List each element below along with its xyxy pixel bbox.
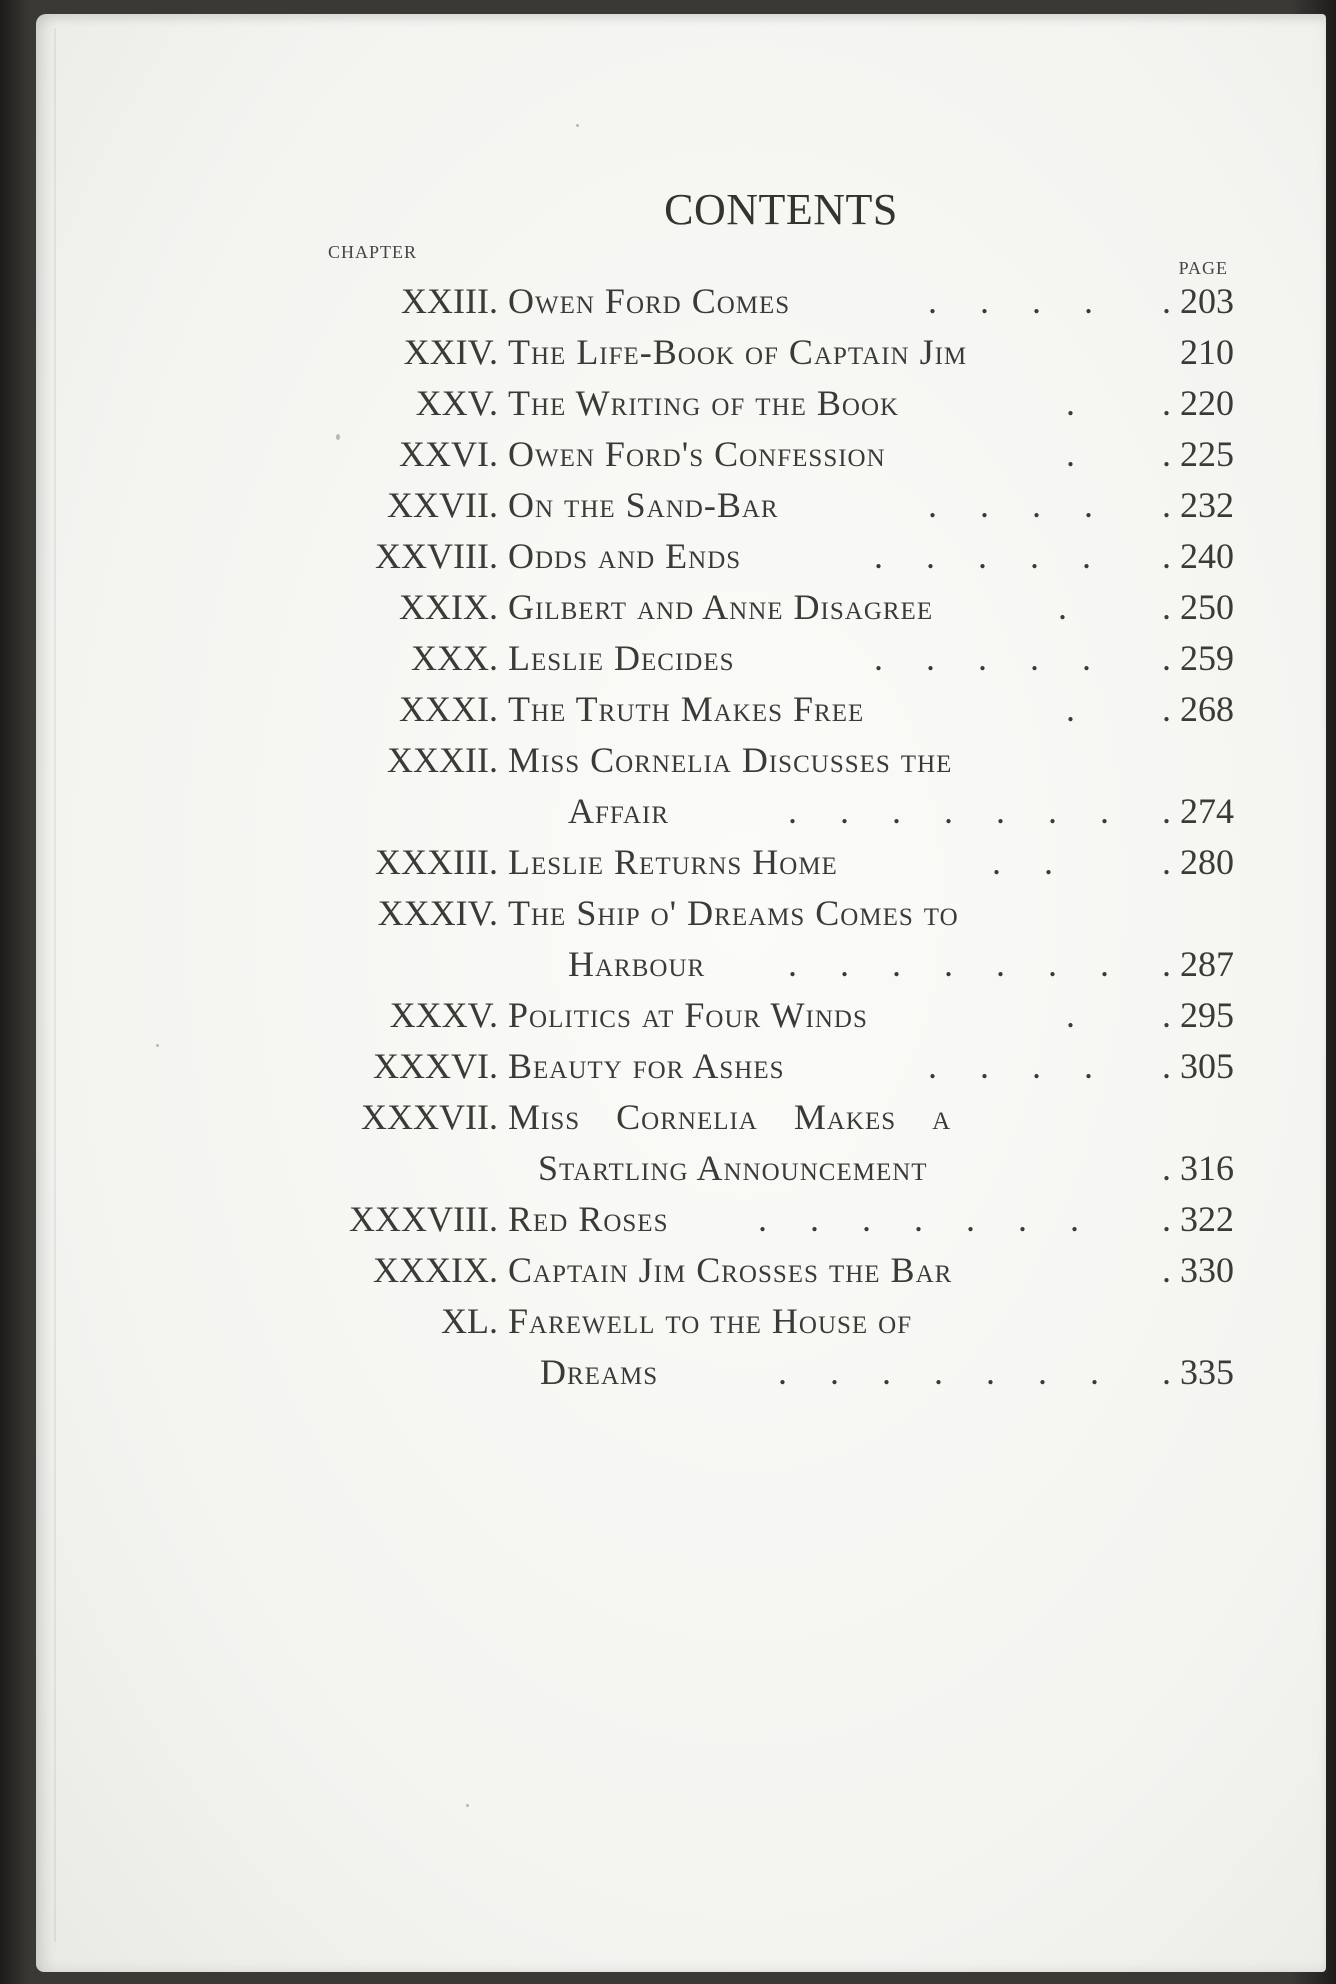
chapter-number: XXX.: [411, 638, 498, 678]
chapter-number: XXXIX.: [373, 1250, 498, 1290]
leader-dots: .: [1066, 434, 1079, 474]
toc-entry: [328, 484, 1234, 534]
chapter-number: XXIV.: [403, 332, 498, 372]
toc-entry: [328, 586, 1234, 636]
chapter-number: XL.: [441, 1301, 498, 1341]
chapter-title-continued: Affair: [568, 791, 670, 831]
leader-dots: . . . . . . .: [758, 1199, 1083, 1239]
chapter-number: XXXVII.: [361, 1097, 498, 1137]
chapter-title: Gilbert and Anne Disagree: [508, 587, 934, 627]
paper-speck: [576, 124, 579, 127]
chapter-number: XXXVI.: [373, 1046, 498, 1086]
chapter-title: The Ship o' Dreams Comes to: [508, 893, 959, 933]
toc-entry: [328, 280, 1234, 330]
chapter-title: Farewell to the House of: [508, 1301, 913, 1341]
toc-entry-continuation: [328, 1351, 1234, 1401]
page-number: . 316: [1162, 1148, 1234, 1188]
toc-entry: [328, 1198, 1234, 1248]
leader-dots: .: [1066, 995, 1079, 1035]
toc-entry-continuation: [328, 790, 1234, 840]
paper-speck: [466, 1804, 469, 1807]
chapter-number: XXXVIII.: [349, 1199, 498, 1239]
leader-dots: .: [1058, 587, 1071, 627]
chapter-number: XXXIV.: [377, 893, 498, 933]
contents-heading: CONTENTS: [664, 185, 898, 234]
page-number: . 220: [1162, 383, 1234, 423]
chapter-title: Odds and Ends: [508, 536, 742, 576]
toc-entry-continuation: [328, 943, 1234, 993]
chapter-title: Leslie Returns Home: [508, 842, 838, 882]
page-number: . 280: [1162, 842, 1234, 882]
chapter-title: Miss Cornelia Makes a: [508, 1097, 952, 1137]
toc-entry: [328, 535, 1234, 585]
chapter-title: Beauty for Ashes: [508, 1046, 785, 1086]
chapter-title: Owen Ford Comes: [508, 281, 791, 321]
leader-dots: . . . .: [928, 1046, 1097, 1086]
toc-entry-continuation: [328, 1147, 1234, 1197]
chapter-number: XXIII.: [401, 281, 498, 321]
page-number: . 295: [1162, 995, 1234, 1035]
toc-entry: [328, 1300, 1234, 1350]
chapter-title: Politics at Four Winds: [508, 995, 868, 1035]
chapter-number: XXIX.: [399, 587, 498, 627]
toc-entry: [328, 382, 1234, 432]
chapter-column-label: CHAPTER: [328, 242, 418, 262]
chapter-number: XXV.: [415, 383, 498, 423]
toc-entry: [328, 331, 1234, 381]
chapter-title: The Truth Makes Free: [508, 689, 865, 729]
chapter-number: XXVII.: [387, 485, 498, 525]
book-page: [36, 14, 1326, 1972]
toc-entry: [328, 1249, 1234, 1299]
leader-dots: . . . . . . .: [788, 944, 1113, 984]
leader-dots: . . . .: [928, 485, 1097, 525]
chapter-title: Owen Ford's Confession: [508, 434, 886, 474]
page-number: . 232: [1162, 485, 1234, 525]
chapter-number: XXXI.: [399, 689, 498, 729]
leader-dots: . . . . .: [874, 536, 1095, 576]
toc-entry: [328, 1096, 1234, 1146]
chapter-number: XXVI.: [399, 434, 498, 474]
leader-dots: . . . .: [928, 281, 1097, 321]
chapter-title: Leslie Decides: [508, 638, 735, 678]
toc-entry: [328, 1045, 1234, 1095]
page-number: . 335: [1162, 1352, 1234, 1392]
toc-entry: [328, 841, 1234, 891]
toc-entry: [328, 892, 1234, 942]
chapter-number: XXXV.: [389, 995, 498, 1035]
toc-entry: [328, 994, 1234, 1044]
chapter-title: Miss Cornelia Discusses the: [508, 740, 953, 780]
page-number: . 330: [1162, 1250, 1234, 1290]
page-number: . 322: [1162, 1199, 1234, 1239]
leader-dots: . . . . . . .: [778, 1352, 1103, 1392]
chapter-title: On the Sand-Bar: [508, 485, 779, 525]
chapter-number: XXXII.: [387, 740, 498, 780]
page-number: . 268: [1162, 689, 1234, 729]
page-number: . 305: [1162, 1046, 1234, 1086]
leader-dots: . .: [992, 842, 1057, 882]
chapter-title-continued: Startling Announcement: [538, 1148, 928, 1188]
page-number: 210: [1180, 332, 1234, 372]
page-number: . 274: [1162, 791, 1234, 831]
toc-entry: [328, 433, 1234, 483]
toc-entry: [328, 739, 1234, 789]
page-number: . 250: [1162, 587, 1234, 627]
leader-dots: . . . . . . .: [788, 791, 1113, 831]
page-number: . 240: [1162, 536, 1234, 576]
page-number: . 203: [1162, 281, 1234, 321]
chapter-title: The Life-Book of Captain Jim: [508, 332, 968, 372]
toc-entry: [328, 637, 1234, 687]
chapter-title: The Writing of the Book: [508, 383, 900, 423]
chapter-title-continued: Harbour: [568, 944, 706, 984]
chapter-number: XXXIII.: [375, 842, 498, 882]
page-number: . 287: [1162, 944, 1234, 984]
chapter-title: Red Roses: [508, 1199, 669, 1239]
page-number: . 225: [1162, 434, 1234, 474]
paper-speck: [156, 1044, 159, 1047]
toc-entry: [328, 688, 1234, 738]
leader-dots: . . . . .: [874, 638, 1095, 678]
page-number: . 259: [1162, 638, 1234, 678]
chapter-number: XXVIII.: [375, 536, 498, 576]
leader-dots: .: [1066, 383, 1079, 423]
leader-dots: .: [1066, 689, 1079, 729]
chapter-title-continued: Dreams: [540, 1352, 659, 1392]
page-column-label: PAGE: [1178, 258, 1228, 278]
chapter-title: Captain Jim Crosses the Bar: [508, 1250, 953, 1290]
